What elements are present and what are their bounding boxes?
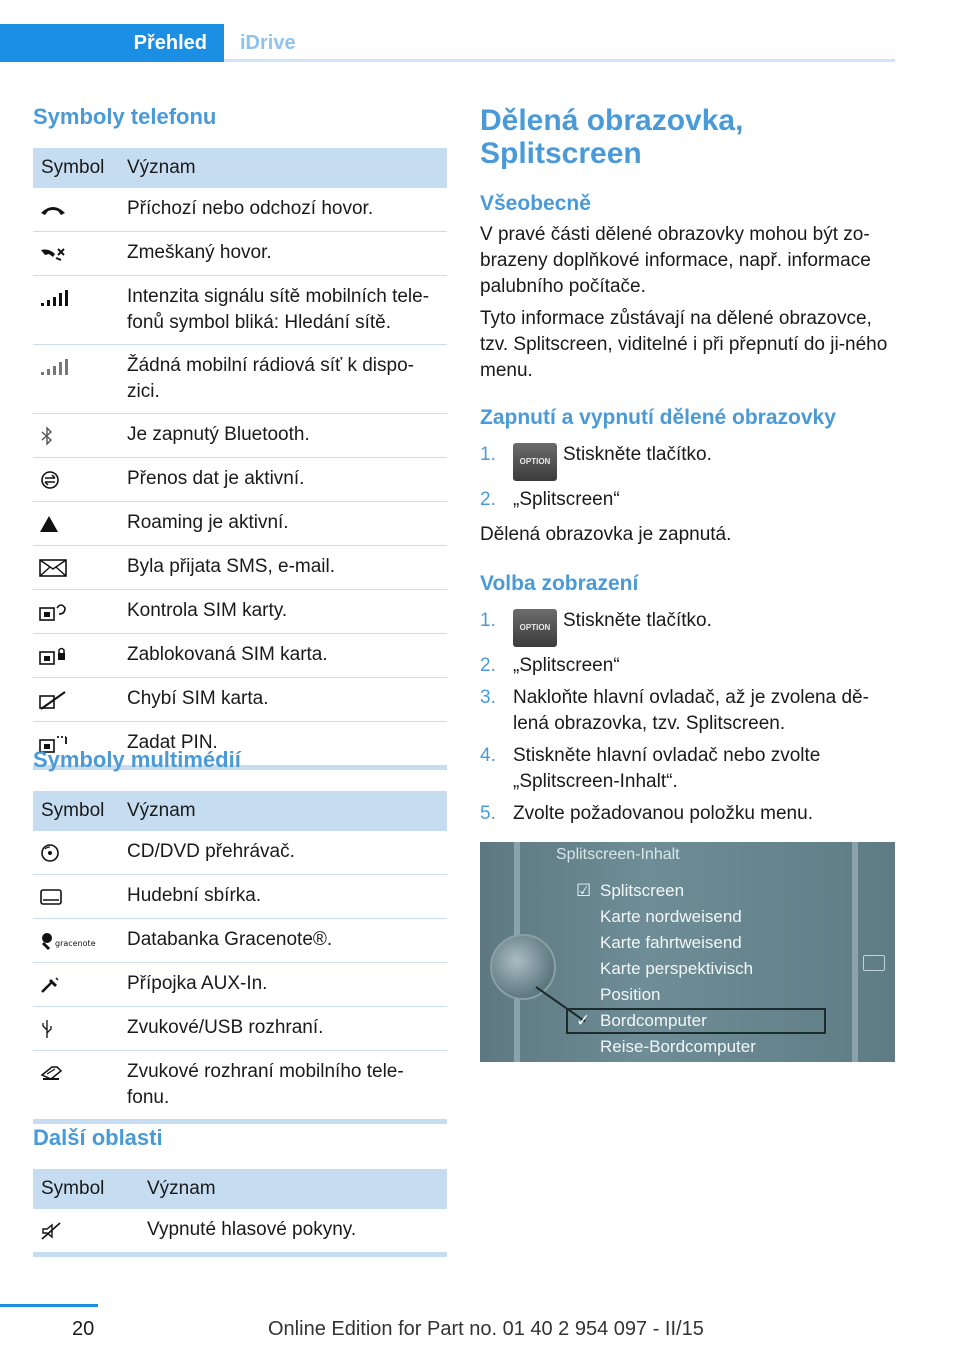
page-title: Dělená obrazovka, Splitscreen bbox=[480, 104, 744, 170]
top-bar bbox=[0, 0, 960, 62]
list-item: 2. „Splitscreen“ bbox=[480, 489, 620, 510]
view-subtitle: Volba zobrazení bbox=[480, 572, 639, 595]
row-text: Zvukové rozhraní mobilního tele-fonu. bbox=[119, 1051, 447, 1122]
menu-item[interactable]: Karte perspektivisch bbox=[600, 959, 754, 978]
roaming-icon bbox=[39, 510, 59, 536]
table-row bbox=[33, 831, 447, 875]
row-text: Zablokovaná SIM karta. bbox=[119, 634, 447, 678]
row-text: Žádná mobilní rádiová síť k dispo-zici. bbox=[119, 345, 447, 414]
row-text: Roaming je aktivní. bbox=[119, 502, 447, 546]
usb-icon bbox=[39, 1015, 55, 1041]
row-text: Kontrola SIM karty. bbox=[119, 590, 447, 634]
table-row bbox=[33, 1209, 447, 1255]
envelope-icon bbox=[39, 554, 67, 580]
row-text: Zvukové/USB rozhraní. bbox=[119, 1007, 447, 1051]
table-row bbox=[33, 188, 447, 232]
multimedia-symbols-table bbox=[33, 791, 447, 1124]
other-areas-table bbox=[33, 1169, 447, 1257]
view-steps bbox=[480, 608, 895, 833]
music-collection-icon bbox=[39, 883, 63, 909]
row-text: Chybí SIM karta. bbox=[119, 678, 447, 722]
row-text: Vypnuté hlasové pokyny. bbox=[139, 1209, 447, 1255]
menu-item[interactable]: Position bbox=[600, 985, 661, 1004]
table-row bbox=[33, 232, 447, 276]
table-row bbox=[33, 875, 447, 919]
table-row bbox=[33, 590, 447, 634]
col-symbol: Symbol bbox=[33, 1169, 139, 1209]
checkbox-icon: ☑ bbox=[576, 881, 592, 900]
disc-icon bbox=[39, 839, 61, 865]
menu-item[interactable]: Karte fahrtweisend bbox=[600, 933, 742, 952]
gracenote-icon bbox=[39, 927, 101, 953]
idrive-screen-image bbox=[480, 842, 895, 1062]
table-row bbox=[33, 502, 447, 546]
toggle-subtitle: Zapnutí a vypnutí dělené obrazovky bbox=[480, 406, 836, 429]
table-row bbox=[33, 1007, 447, 1051]
row-text: Přenos dat je aktivní. bbox=[119, 458, 447, 502]
screen-title: Splitscreen-Inhalt bbox=[556, 846, 680, 863]
missed-call-icon bbox=[39, 240, 67, 266]
col-meaning: Význam bbox=[119, 148, 447, 188]
tab-divider bbox=[224, 59, 895, 62]
table-row bbox=[33, 345, 447, 414]
row-text: Přípojka AUX-In. bbox=[119, 963, 447, 1007]
row-text: Je zapnutý Bluetooth. bbox=[119, 414, 447, 458]
aux-plug-icon bbox=[39, 971, 61, 997]
list-item: 3. Nakloňte hlavní ovladač, až je zvolena dě-lená obrazovka, tzv. Splitscreen. bbox=[480, 687, 869, 734]
row-text: CD/DVD přehrávač. bbox=[119, 831, 447, 875]
row-text: Hudební sbírka. bbox=[119, 875, 447, 919]
table-row bbox=[33, 546, 447, 590]
other-areas-title: Další oblasti bbox=[33, 1125, 163, 1150]
phone-symbols-title: Symboly telefonu bbox=[33, 104, 217, 129]
col-symbol: Symbol bbox=[33, 791, 119, 831]
toggle-steps bbox=[480, 442, 895, 519]
table-row bbox=[33, 634, 447, 678]
data-transfer-icon bbox=[39, 466, 61, 492]
phone-audio-icon bbox=[39, 1059, 65, 1085]
menu-item[interactable]: Karte nordweisend bbox=[600, 907, 742, 926]
list-item: 4. Stiskněte hlavní ovladač nebo zvolte „Splitscreen-Inhalt“. bbox=[480, 745, 821, 792]
menu-item-splitscreen[interactable]: ☑ Splitscreen bbox=[572, 878, 756, 904]
voice-off-icon bbox=[39, 1217, 63, 1243]
list-item: 1. OPTION Stiskněte tlačítko. bbox=[480, 442, 895, 481]
general-subtitle: Všeobecně bbox=[480, 192, 591, 215]
option-button[interactable]: OPTION bbox=[513, 609, 557, 647]
row-text: Byla přijata SMS, e-mail. bbox=[119, 546, 447, 590]
table-row bbox=[33, 963, 447, 1007]
col-meaning: Význam bbox=[139, 1169, 447, 1209]
menu-item[interactable]: Reise-Bordcomputer bbox=[600, 1037, 756, 1056]
sim-locked-icon bbox=[39, 642, 67, 668]
screen-frame-right bbox=[852, 842, 858, 1062]
side-button-icon bbox=[863, 955, 885, 971]
list-item: 5. Zvolte požadovanou položku menu. bbox=[480, 803, 813, 824]
multimedia-symbols-title: Symboly multimédií bbox=[33, 747, 241, 772]
table-row bbox=[33, 678, 447, 722]
page-number: 20 bbox=[72, 1318, 95, 1340]
list-item: 2. „Splitscreen“ bbox=[480, 655, 620, 676]
footer-edition: Online Edition for Part no. 01 40 2 954 097 - II/15 bbox=[268, 1318, 704, 1340]
no-signal-icon bbox=[39, 353, 69, 379]
svg-text:gracenote: gracenote bbox=[55, 939, 96, 949]
row-text: Intenzita signálu sítě mobilních tele-fonů symbol bliká: Hledání sítě. bbox=[119, 276, 447, 345]
row-text: Zadat PIN. bbox=[119, 722, 447, 768]
col-symbol: Symbol bbox=[33, 148, 119, 188]
tab-overview[interactable]: Přehled bbox=[0, 24, 224, 62]
sim-missing-icon bbox=[39, 686, 67, 712]
list-item: 1. OPTION Stiskněte tlačítko. bbox=[480, 608, 895, 647]
table-row bbox=[33, 1051, 447, 1122]
tab-idrive[interactable]: iDrive bbox=[240, 31, 296, 54]
selection-frame bbox=[566, 1008, 826, 1034]
table-row bbox=[33, 919, 447, 963]
option-button[interactable]: OPTION bbox=[513, 443, 557, 481]
row-text: Zmeškaný hovor. bbox=[119, 232, 447, 276]
general-paragraph-2: Tyto informace zůstávají na dělené obrazovce, tzv. Splitscreen, viditelné i při přepnutí do ji-ného menu. bbox=[480, 308, 888, 381]
general-paragraph-1: V pravé části dělené obrazovky mohou být zo-brazeny doplňkové informace, např. informace palubního počítače. bbox=[480, 224, 871, 297]
footer-line bbox=[0, 1304, 98, 1307]
table-row bbox=[33, 458, 447, 502]
row-text: Příchozí nebo odchozí hovor. bbox=[119, 188, 447, 232]
controller-knob-icon bbox=[490, 934, 556, 1000]
sim-check-icon bbox=[39, 598, 67, 624]
row-text: Databanka Gracenote®. bbox=[119, 919, 447, 963]
signal-strength-icon bbox=[39, 284, 69, 310]
table-row bbox=[33, 414, 447, 458]
table-row bbox=[33, 276, 447, 345]
check-icon: ✓ bbox=[576, 1011, 591, 1030]
menu-item-bordcomputer[interactable]: ✓ Bordcomputer bbox=[572, 1008, 756, 1034]
col-meaning: Význam bbox=[119, 791, 447, 831]
phone-symbols-table bbox=[33, 148, 447, 770]
incoming-call-icon bbox=[39, 196, 67, 222]
bluetooth-icon bbox=[39, 422, 55, 448]
toggle-result: Dělená obrazovka je zapnutá. bbox=[480, 524, 732, 545]
